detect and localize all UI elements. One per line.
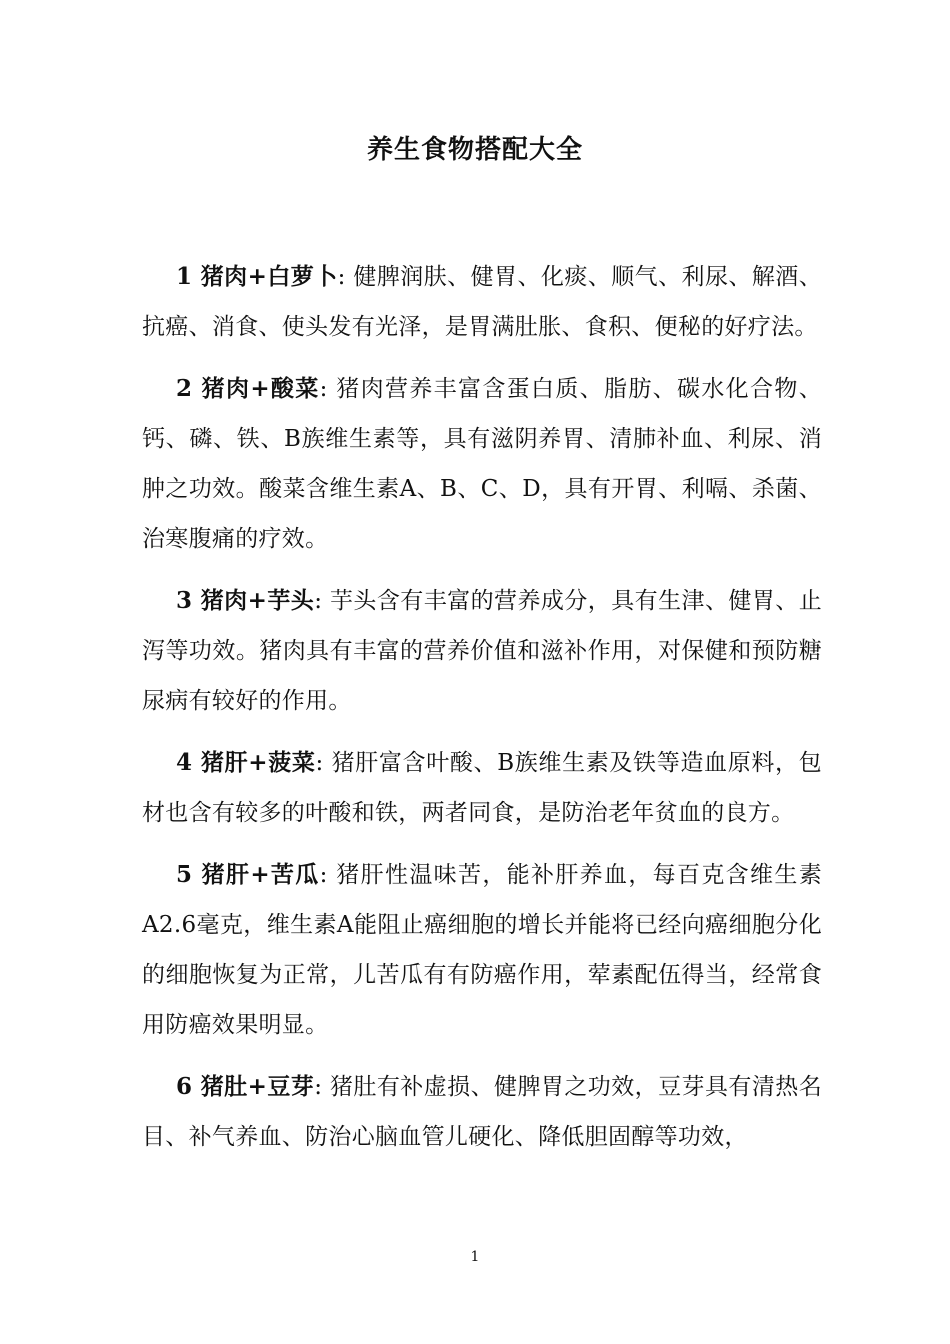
document-body [142, 252, 822, 1174]
entry-label: 4 猪肝+菠菜 [176, 749, 316, 776]
entry-label: 3 猪肉+芋头 [176, 587, 315, 614]
food-pairing-entry-2 [142, 364, 822, 564]
entry-label: 6 猪肚+豆芽 [176, 1073, 315, 1100]
food-pairing-entry-1 [142, 252, 822, 352]
food-pairing-entry-3 [142, 576, 822, 726]
entry-text: : 猪肝性温味苦，能补肝养血，每百克含维生素A2.6毫克，维生素A能阻止癌细胞的增长并能将已经向癌细胞分化的细胞恢复为正常，儿苦瓜有有防癌作用，荤素配伍得当，经常食用防癌效果明显。 [142, 862, 822, 1038]
entry-text: : 猪肚有补虚损、健脾胃之功效，豆芽具有清热名目、补气养血、防治心脑血管儿硬化、降低胆固醇等功效， [142, 1074, 822, 1150]
entry-text: : 猪肝富含叶酸、B族维生素及铁等造血原料，包材也含有较多的叶酸和铁，两者同食，是防治老年贫血的良方。 [142, 750, 822, 826]
entry-text: : 芋头含有丰富的营养成分，具有生津、健胃、止泻等功效。猪肉具有丰富的营养价值和滋补作用，对保健和预防糖尿病有较好的作用。 [142, 588, 822, 714]
food-pairing-entry-4 [142, 738, 822, 838]
entry-label: 2 猪肉+酸菜 [176, 375, 320, 402]
food-pairing-entry-5 [142, 850, 822, 1050]
entry-label: 1 猪肉+白萝卜 [176, 263, 338, 290]
food-pairing-entry-6 [142, 1062, 822, 1162]
entry-text: : 猪肉营养丰富含蛋白质、脂肪、碳水化合物、钙、磷、铁、B族维生素等，具有滋阴养胃、清肺补血、利尿、消肿之功效。酸菜含维生素A、B、C、D，具有开胃、利嗝、杀菌、治寒腹痛的疗效。 [142, 376, 822, 552]
entry-label: 5 猪肝+苦瓜 [176, 861, 320, 888]
page-title: 养生食物搭配大全 [366, 135, 583, 165]
entry-text: : 健脾润肤、健胃、化痰、顺气、利尿、解酒、抗癌、消食、使头发有光泽，是胃满肚胀、食积、便秘的好疗法。 [142, 264, 822, 340]
page-number: 1 [470, 1249, 480, 1265]
